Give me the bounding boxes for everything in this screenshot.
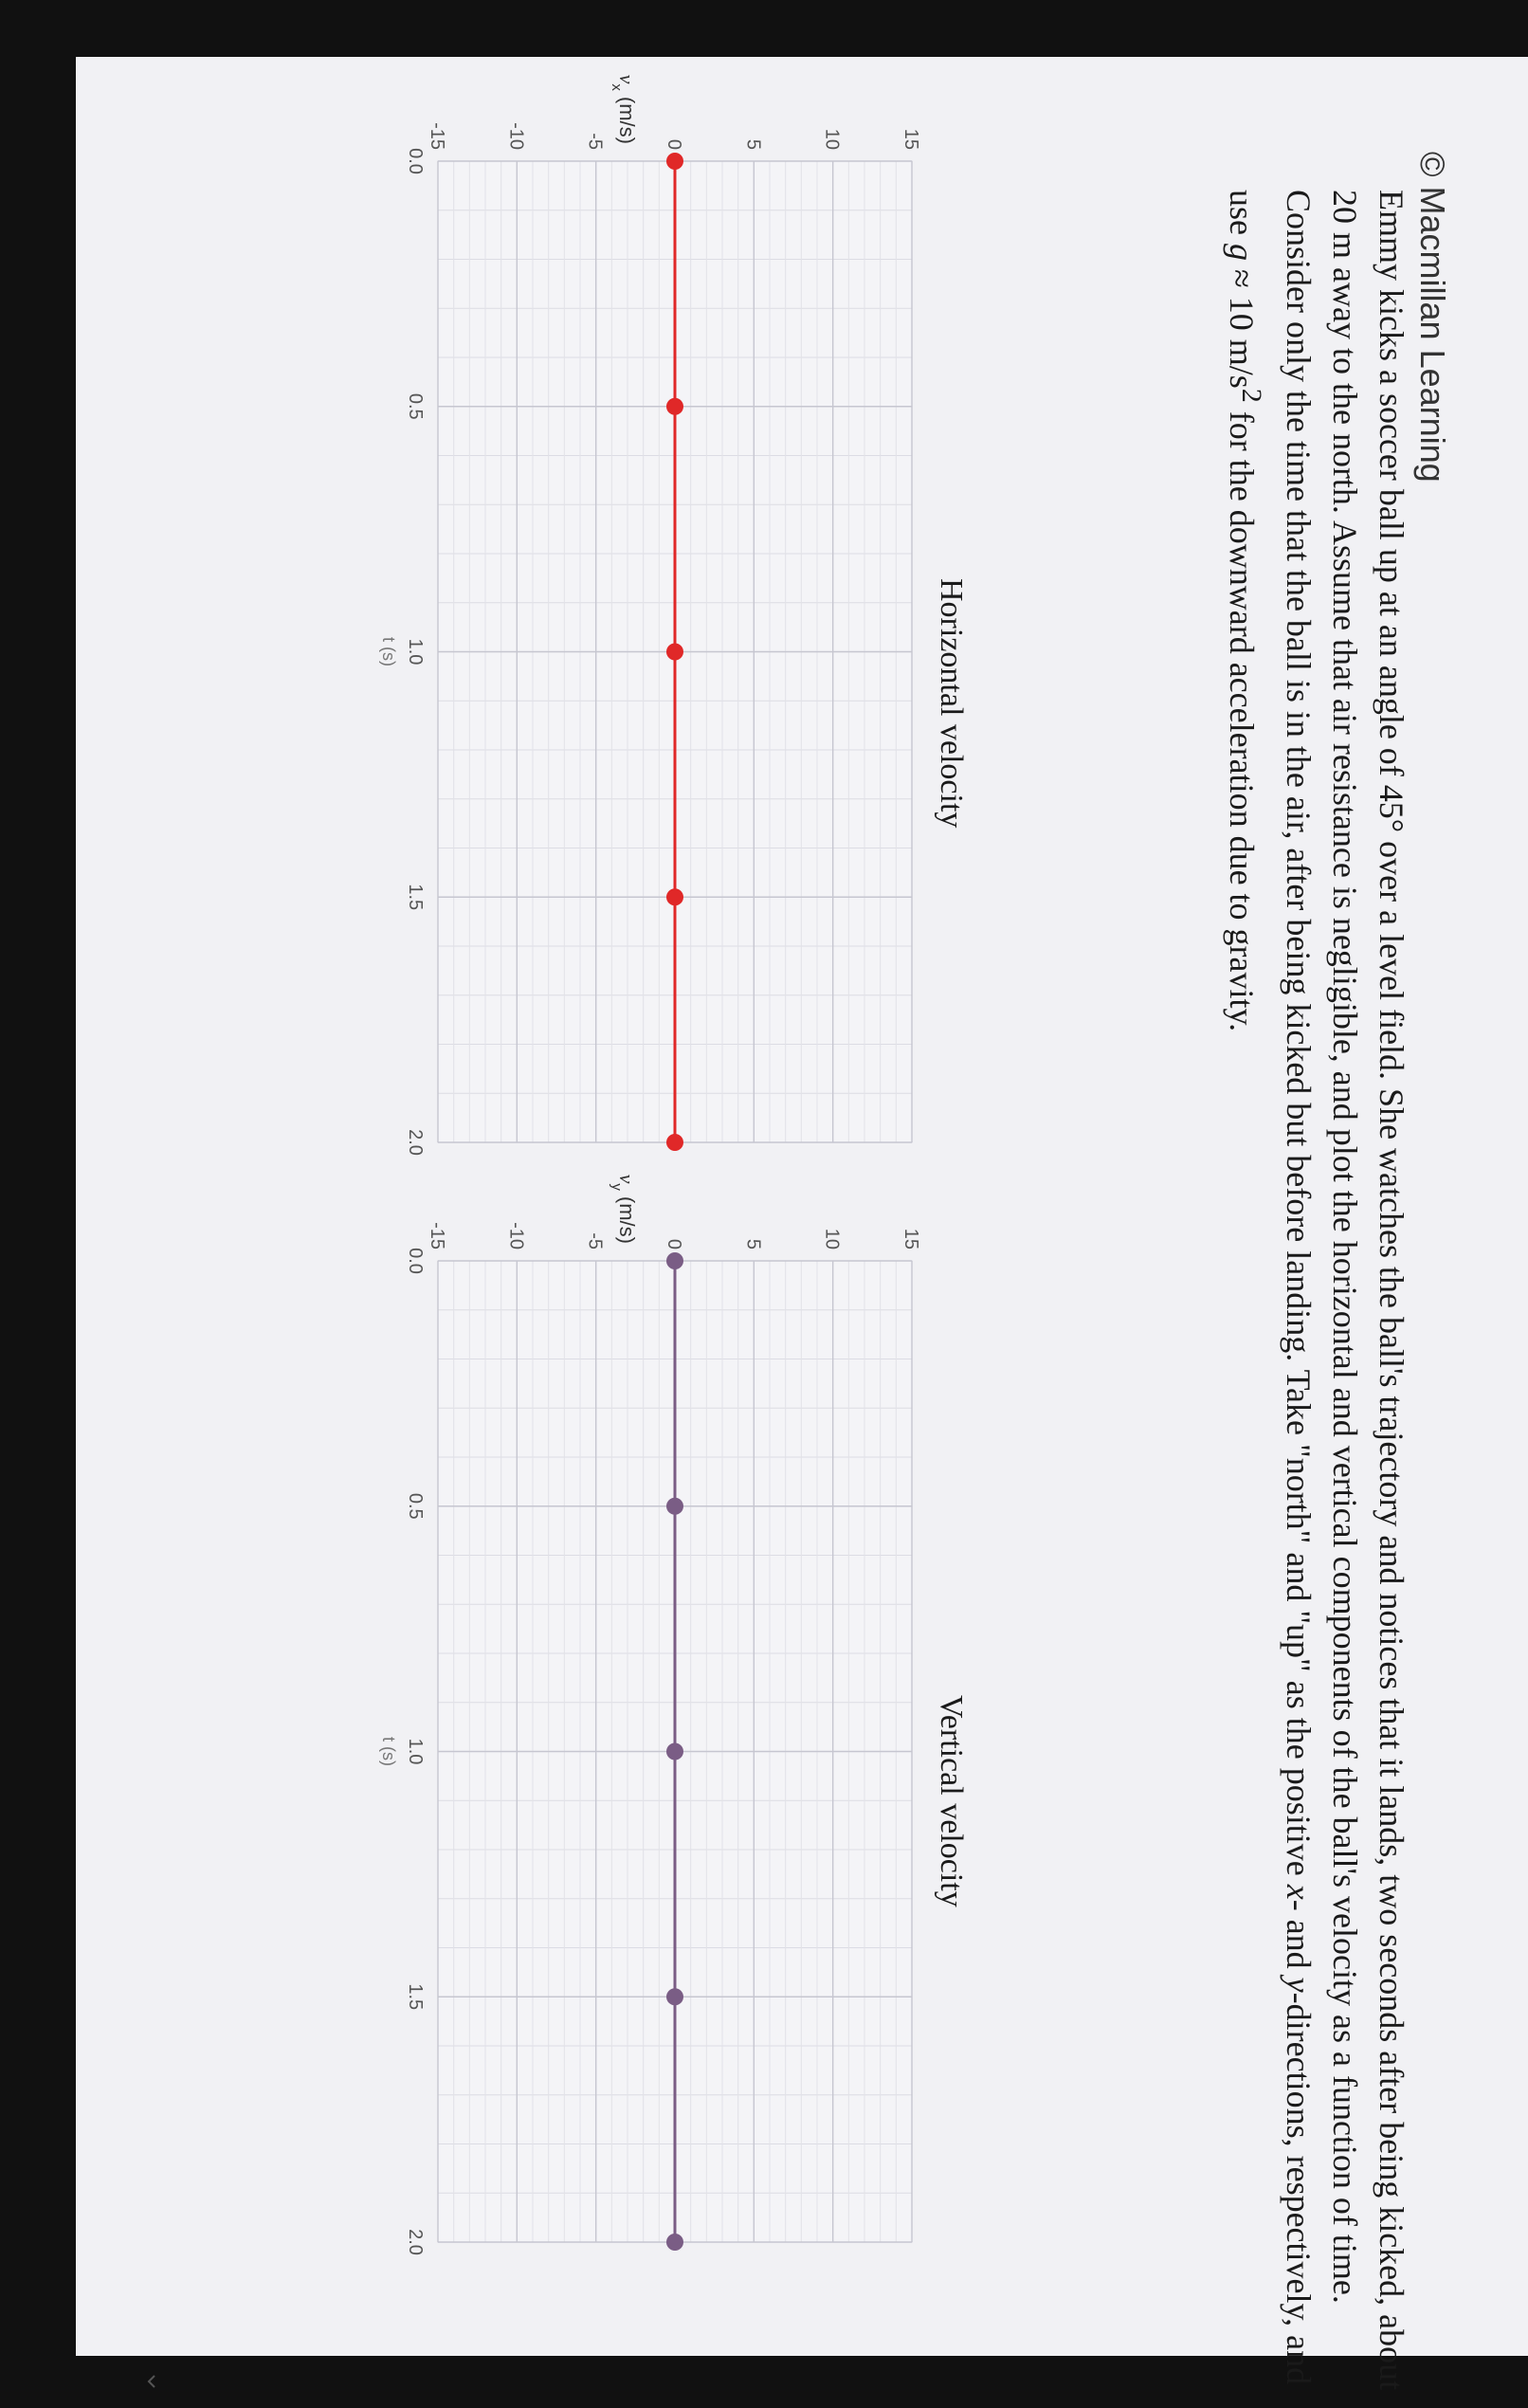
g-variable: g [1223, 244, 1261, 261]
y-tick-label: 15 [900, 128, 921, 150]
y-axis-subscript: x [609, 83, 625, 91]
content-page [76, 57, 1528, 2391]
y-axis-label [609, 1175, 639, 1244]
y-tick-label: 5 [742, 138, 764, 150]
problem-part-1: Emmy kicks a soccer ball up at an angle of 45° over a level field. She watches the ball's trajectory and notices that it lands, two seconds after being kicked, about 20 m away to the north. Assume that air resistance is negligible, and plot the horizontal and vertical components of the ball's velocity as a function of time. Consider only the time that the ball is in the air, after being kicked but before landing. Take "north" and "up" as the positive [1280, 190, 1410, 2391]
y-axis-variable: v [615, 1174, 639, 1184]
exponent: 2 [1236, 388, 1267, 403]
y-tick-label: -10 [505, 122, 527, 150]
chevron-icon[interactable] [140, 2370, 163, 2393]
x-tick-label: 1.0 [405, 1738, 426, 1765]
y-tick-label: -15 [427, 1222, 447, 1250]
x-tick-label: 0.5 [405, 1492, 426, 1520]
y-tick-label: 10 [821, 128, 843, 150]
copyright-notice: © Macmillan Learning [1413, 152, 1452, 483]
problem-part-3: -directions, respectively, and use [1223, 190, 1318, 2385]
x-tick-label: 2.0 [405, 1129, 426, 1156]
x-variable: x [1280, 1884, 1318, 1900]
data-point[interactable] [666, 1988, 683, 2005]
y-tick-label: -15 [427, 122, 447, 150]
data-point[interactable] [666, 1252, 683, 1269]
x-axis-label: t (s) [379, 637, 398, 666]
x-tick-label: 2.0 [405, 2229, 426, 2255]
y-tick-label: 0 [664, 1238, 684, 1250]
x-tick-label: 1.5 [405, 884, 426, 911]
x-tick-label: 0.0 [405, 1248, 426, 1274]
y-axis-variable: v [615, 74, 639, 84]
x-axis-label: t (s) [379, 1737, 398, 1766]
data-point[interactable] [666, 1743, 683, 1760]
problem-part-4: ≈ 10 m/s [1223, 261, 1261, 389]
x-tick-label: 0.0 [405, 148, 426, 174]
problem-part-5: for the downward acceleration due to gravity. [1223, 402, 1261, 1032]
x-tick-label: 1.5 [405, 1983, 426, 2011]
y-variable: y [1280, 1977, 1318, 1993]
y-axis-unit: (m/s) [615, 1195, 639, 1244]
y-tick-label: -5 [584, 1232, 606, 1250]
y-tick-label: 0 [664, 138, 684, 150]
y-tick-label: -10 [505, 1222, 527, 1250]
x-tick-label: 1.0 [405, 638, 426, 666]
data-point[interactable] [666, 2234, 683, 2251]
x-tick-label: 0.5 [405, 392, 426, 420]
data-point[interactable] [666, 1498, 683, 1515]
y-tick-label: 10 [821, 1228, 843, 1250]
y-tick-label: -5 [584, 133, 606, 150]
horizontal-chart-title: Horizontal velocity [934, 578, 969, 829]
y-axis-unit: (m/s) [615, 96, 639, 144]
y-tick-label: 5 [742, 1238, 764, 1250]
problem-part-2: - and [1280, 1899, 1318, 1978]
y-tick-label: 15 [900, 1228, 921, 1250]
vertical-velocity-chart[interactable] [76, 57, 1528, 2356]
y-axis-subscript: y [609, 1183, 625, 1191]
rotated-view [76, 57, 1528, 2391]
vertical-chart-title: Vertical velocity [934, 1695, 969, 1907]
